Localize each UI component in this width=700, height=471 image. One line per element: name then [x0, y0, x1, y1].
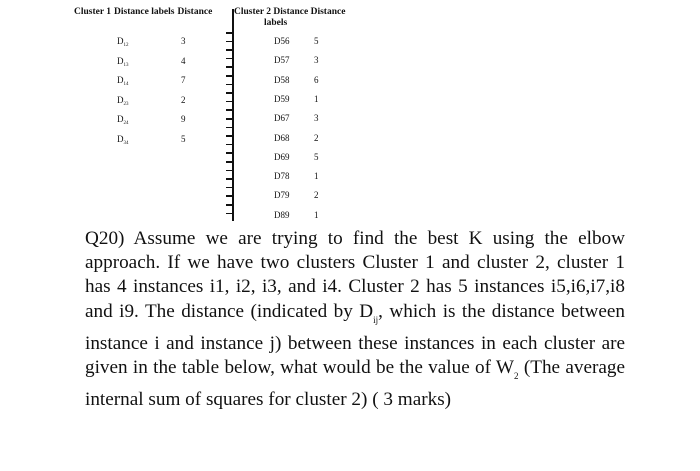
divider-tick [226, 195, 234, 197]
divider-tick [226, 58, 234, 60]
divider-tick [226, 84, 234, 86]
distance-value: 6 [314, 74, 319, 85]
question-part2: , which is the distance between instance i and instance j) between these instances in each cluster are given in the table below, what would be the value of W [85, 300, 626, 379]
distance-label: D67 [274, 113, 290, 124]
cluster2-header: Cluster 2 Distance Distance [234, 7, 346, 17]
divider-tick [226, 109, 234, 111]
divider-tick [226, 101, 234, 103]
distance-label: D69 [274, 151, 290, 162]
distance-label: D79 [274, 190, 290, 201]
divider-tick [226, 135, 234, 137]
cluster2-header-labels: labels [264, 18, 288, 28]
distance-label: D78 [274, 171, 290, 182]
distance-value: 7 [181, 75, 186, 85]
distance-value: 2 [314, 190, 319, 201]
distance-label: D89 [274, 209, 290, 220]
cluster1-distance-heading: Distance [177, 7, 213, 17]
distance-value: 5 [314, 36, 319, 46]
distance-label: $D_{12}$ [117, 36, 129, 48]
distance-value: 5 [181, 133, 186, 144]
distance-label: $D_{14}$ [117, 75, 129, 87]
divider-tick [226, 92, 234, 94]
divider-tick [226, 187, 234, 189]
distance-label: D58 [274, 74, 290, 85]
question-text [85, 227, 625, 412]
distance-value: 3 [314, 55, 319, 66]
cluster1-header [74, 7, 215, 17]
divider-tick [226, 204, 234, 206]
distance-label: $D_{13}$ [117, 55, 129, 68]
question-part1: Q20) Assume we are trying to find the best K using the elbow approach. If we have two clusters Cluster 1 and cluster 2, cluster 1 has 4 instances i1, i2, i3, and i4. Cluster 2 has 5 instances i5,i6,i7,i8 and i9. The distance (indicated by D [85, 228, 625, 322]
distance-label: D57 [274, 55, 290, 66]
divider-tick [226, 127, 234, 129]
divider-tick [226, 66, 234, 68]
divider-tick [226, 213, 234, 215]
divider-tick [226, 144, 234, 146]
divider-tick [226, 118, 234, 120]
cluster1-title: Cluster 1 [74, 7, 112, 17]
divider-tick [226, 49, 234, 51]
distance-value: 5 [314, 151, 319, 162]
distance-value: 1 [314, 209, 319, 220]
distance-label: $D_{23}$ [117, 94, 129, 107]
distance-value: 4 [181, 55, 186, 66]
distance-label: $D_{34}$ [117, 133, 129, 146]
divider-tick [226, 161, 234, 163]
subscript-2: 2 [514, 371, 519, 382]
divider-tick [226, 170, 234, 172]
distance-label: D56 [274, 36, 290, 46]
distance-value: 2 [181, 94, 186, 105]
cluster1-distance-labels-heading: Distance labels [114, 7, 175, 17]
subscript-ij: ij [373, 314, 379, 325]
divider-tick [226, 152, 234, 154]
distance-value: 9 [181, 114, 186, 124]
distance-label: D59 [274, 93, 290, 104]
divider-tick [226, 75, 234, 77]
divider-tick [226, 41, 234, 43]
distance-label: D68 [274, 132, 290, 143]
divider-tick [226, 32, 234, 34]
distance-value: 2 [314, 132, 319, 143]
distance-value: 1 [314, 93, 319, 104]
distance-value: 3 [181, 36, 186, 46]
distance-label: $D_{24}$ [117, 114, 129, 126]
distance-value: 3 [314, 113, 319, 124]
question-part3: (The average internal sum of squares for cluster 2) ( 3 marks) [85, 357, 625, 411]
distance-value: 1 [314, 171, 319, 182]
divider-tick [226, 178, 234, 180]
